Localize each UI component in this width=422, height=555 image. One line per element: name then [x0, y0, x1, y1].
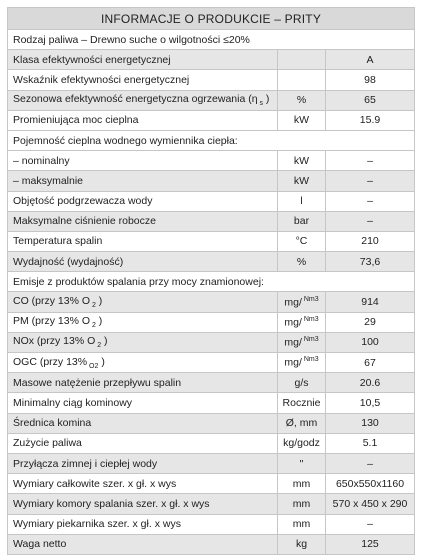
row-label: PM (przy 13% O $_2$ )	[8, 312, 278, 332]
row-label: Minimalny ciąg kominowy	[8, 393, 278, 413]
product-info-panel	[7, 7, 414, 555]
table-row	[8, 231, 415, 251]
table-row	[8, 252, 415, 272]
emission-section-header-label: Emisje z produktów spalania przy mocy znamionowej:	[8, 272, 415, 292]
row-unit: °C	[278, 231, 326, 251]
row-value: 67	[326, 353, 415, 373]
row-label: Waga netto	[8, 534, 278, 554]
table-row	[8, 514, 415, 534]
row-value: 650x550x1160	[326, 474, 415, 494]
row-value: 65	[326, 90, 415, 110]
row-value: –	[326, 171, 415, 191]
row-value: –	[326, 191, 415, 211]
row-value: –	[326, 453, 415, 473]
table-row	[8, 292, 415, 312]
row-unit: kg	[278, 534, 326, 554]
row-label: OGC (przy 13% $_{O2}$ )	[8, 353, 278, 373]
row-label: Wymiary całkowite szer. x gł. x wys	[8, 474, 278, 494]
product-info-table	[7, 7, 415, 555]
row-value: 10,5	[326, 393, 415, 413]
row-unit: "	[278, 453, 326, 473]
table-row	[8, 433, 415, 453]
table-row	[8, 70, 415, 90]
row-value: 210	[326, 231, 415, 251]
row-label: Temperatura spalin	[8, 231, 278, 251]
table-row	[8, 332, 415, 352]
table-row	[8, 373, 415, 393]
row-value: A	[326, 50, 415, 70]
row-value: –	[326, 514, 415, 534]
row-label: CO (przy 13% O $_2$ )	[8, 292, 278, 312]
row-value: 914	[326, 292, 415, 312]
row-unit: mg/ $^{Nm3}$	[278, 332, 326, 352]
table-row	[8, 534, 415, 554]
row-label: Wymiary piekarnika szer. x gł. x wys	[8, 514, 278, 534]
row-value: 5.1	[326, 433, 415, 453]
row-label: – maksymalnie	[8, 171, 278, 191]
row-label: Zużycie paliwa	[8, 433, 278, 453]
row-value: 100	[326, 332, 415, 352]
row-unit	[278, 50, 326, 70]
row-value: 98	[326, 70, 415, 90]
row-unit: mm	[278, 494, 326, 514]
row-value: 125	[326, 534, 415, 554]
table-row	[8, 353, 415, 373]
row-unit: kW	[278, 151, 326, 171]
exchanger-section-header	[8, 130, 415, 150]
row-label: – nominalny	[8, 151, 278, 171]
table-row	[8, 494, 415, 514]
fuel-type-row: Rodzaj paliwa – Drewno suche o wilgotności ≤20%	[8, 30, 415, 50]
table-row	[8, 151, 415, 171]
table-row	[8, 110, 415, 130]
row-unit: Rocznie	[278, 393, 326, 413]
row-value: –	[326, 211, 415, 231]
row-label: Maksymalne ciśnienie robocze	[8, 211, 278, 231]
row-unit: Ø, mm	[278, 413, 326, 433]
table-row	[8, 393, 415, 413]
row-label: Promieniująca moc cieplna	[8, 110, 278, 130]
row-unit: kW	[278, 110, 326, 130]
exchanger-section-header-label: Pojemność cieplna wodnego wymiennika ciepła:	[8, 130, 415, 150]
row-unit: mm	[278, 474, 326, 494]
row-value: 20.6	[326, 373, 415, 393]
row-unit: mg/ $^{Nm3}$	[278, 312, 326, 332]
table-row	[8, 171, 415, 191]
row-label: Wskaźnik efektywności energetycznej	[8, 70, 278, 90]
row-unit: g/s	[278, 373, 326, 393]
row-label: Wymiary komory spalania szer. x gł. x wys	[8, 494, 278, 514]
row-unit	[278, 70, 326, 90]
row-value: –	[326, 151, 415, 171]
table-row	[8, 413, 415, 433]
row-unit: bar	[278, 211, 326, 231]
table-row	[8, 191, 415, 211]
row-value: 570 x 450 x 290	[326, 494, 415, 514]
table-row	[8, 312, 415, 332]
table-title: INFORMACJE O PRODUKCIE – PRITY	[8, 8, 415, 30]
row-unit: kg/godz	[278, 433, 326, 453]
row-value: 29	[326, 312, 415, 332]
row-label: NOx (przy 13% O $_2$ )	[8, 332, 278, 352]
row-label: Przyłącza zimnej i ciepłej wody	[8, 453, 278, 473]
row-label: Objętość podgrzewacza wody	[8, 191, 278, 211]
row-unit: mg/ $^{Nm3}$	[278, 353, 326, 373]
row-label: Średnica komina	[8, 413, 278, 433]
row-value: 73,6	[326, 252, 415, 272]
row-unit: l	[278, 191, 326, 211]
table-row	[8, 50, 415, 70]
table-row	[8, 90, 415, 110]
row-value: 130	[326, 413, 415, 433]
row-unit: mg/ $^{Nm3}$	[278, 292, 326, 312]
table-row	[8, 453, 415, 473]
row-unit: mm	[278, 514, 326, 534]
table-row	[8, 211, 415, 231]
row-unit: kW	[278, 171, 326, 191]
row-label: Wydajność (wydajność)	[8, 252, 278, 272]
table-row	[8, 474, 415, 494]
row-value: 15.9	[326, 110, 415, 130]
row-unit: %	[278, 90, 326, 110]
row-label: Sezonowa efektywność energetyczna ogrzewania (η $_s$ )	[8, 90, 278, 110]
emission-section-header	[8, 272, 415, 292]
row-label: Masowe natężenie przepływu spalin	[8, 373, 278, 393]
row-label: Klasa efektywności energetycznej	[8, 50, 278, 70]
row-unit: %	[278, 252, 326, 272]
